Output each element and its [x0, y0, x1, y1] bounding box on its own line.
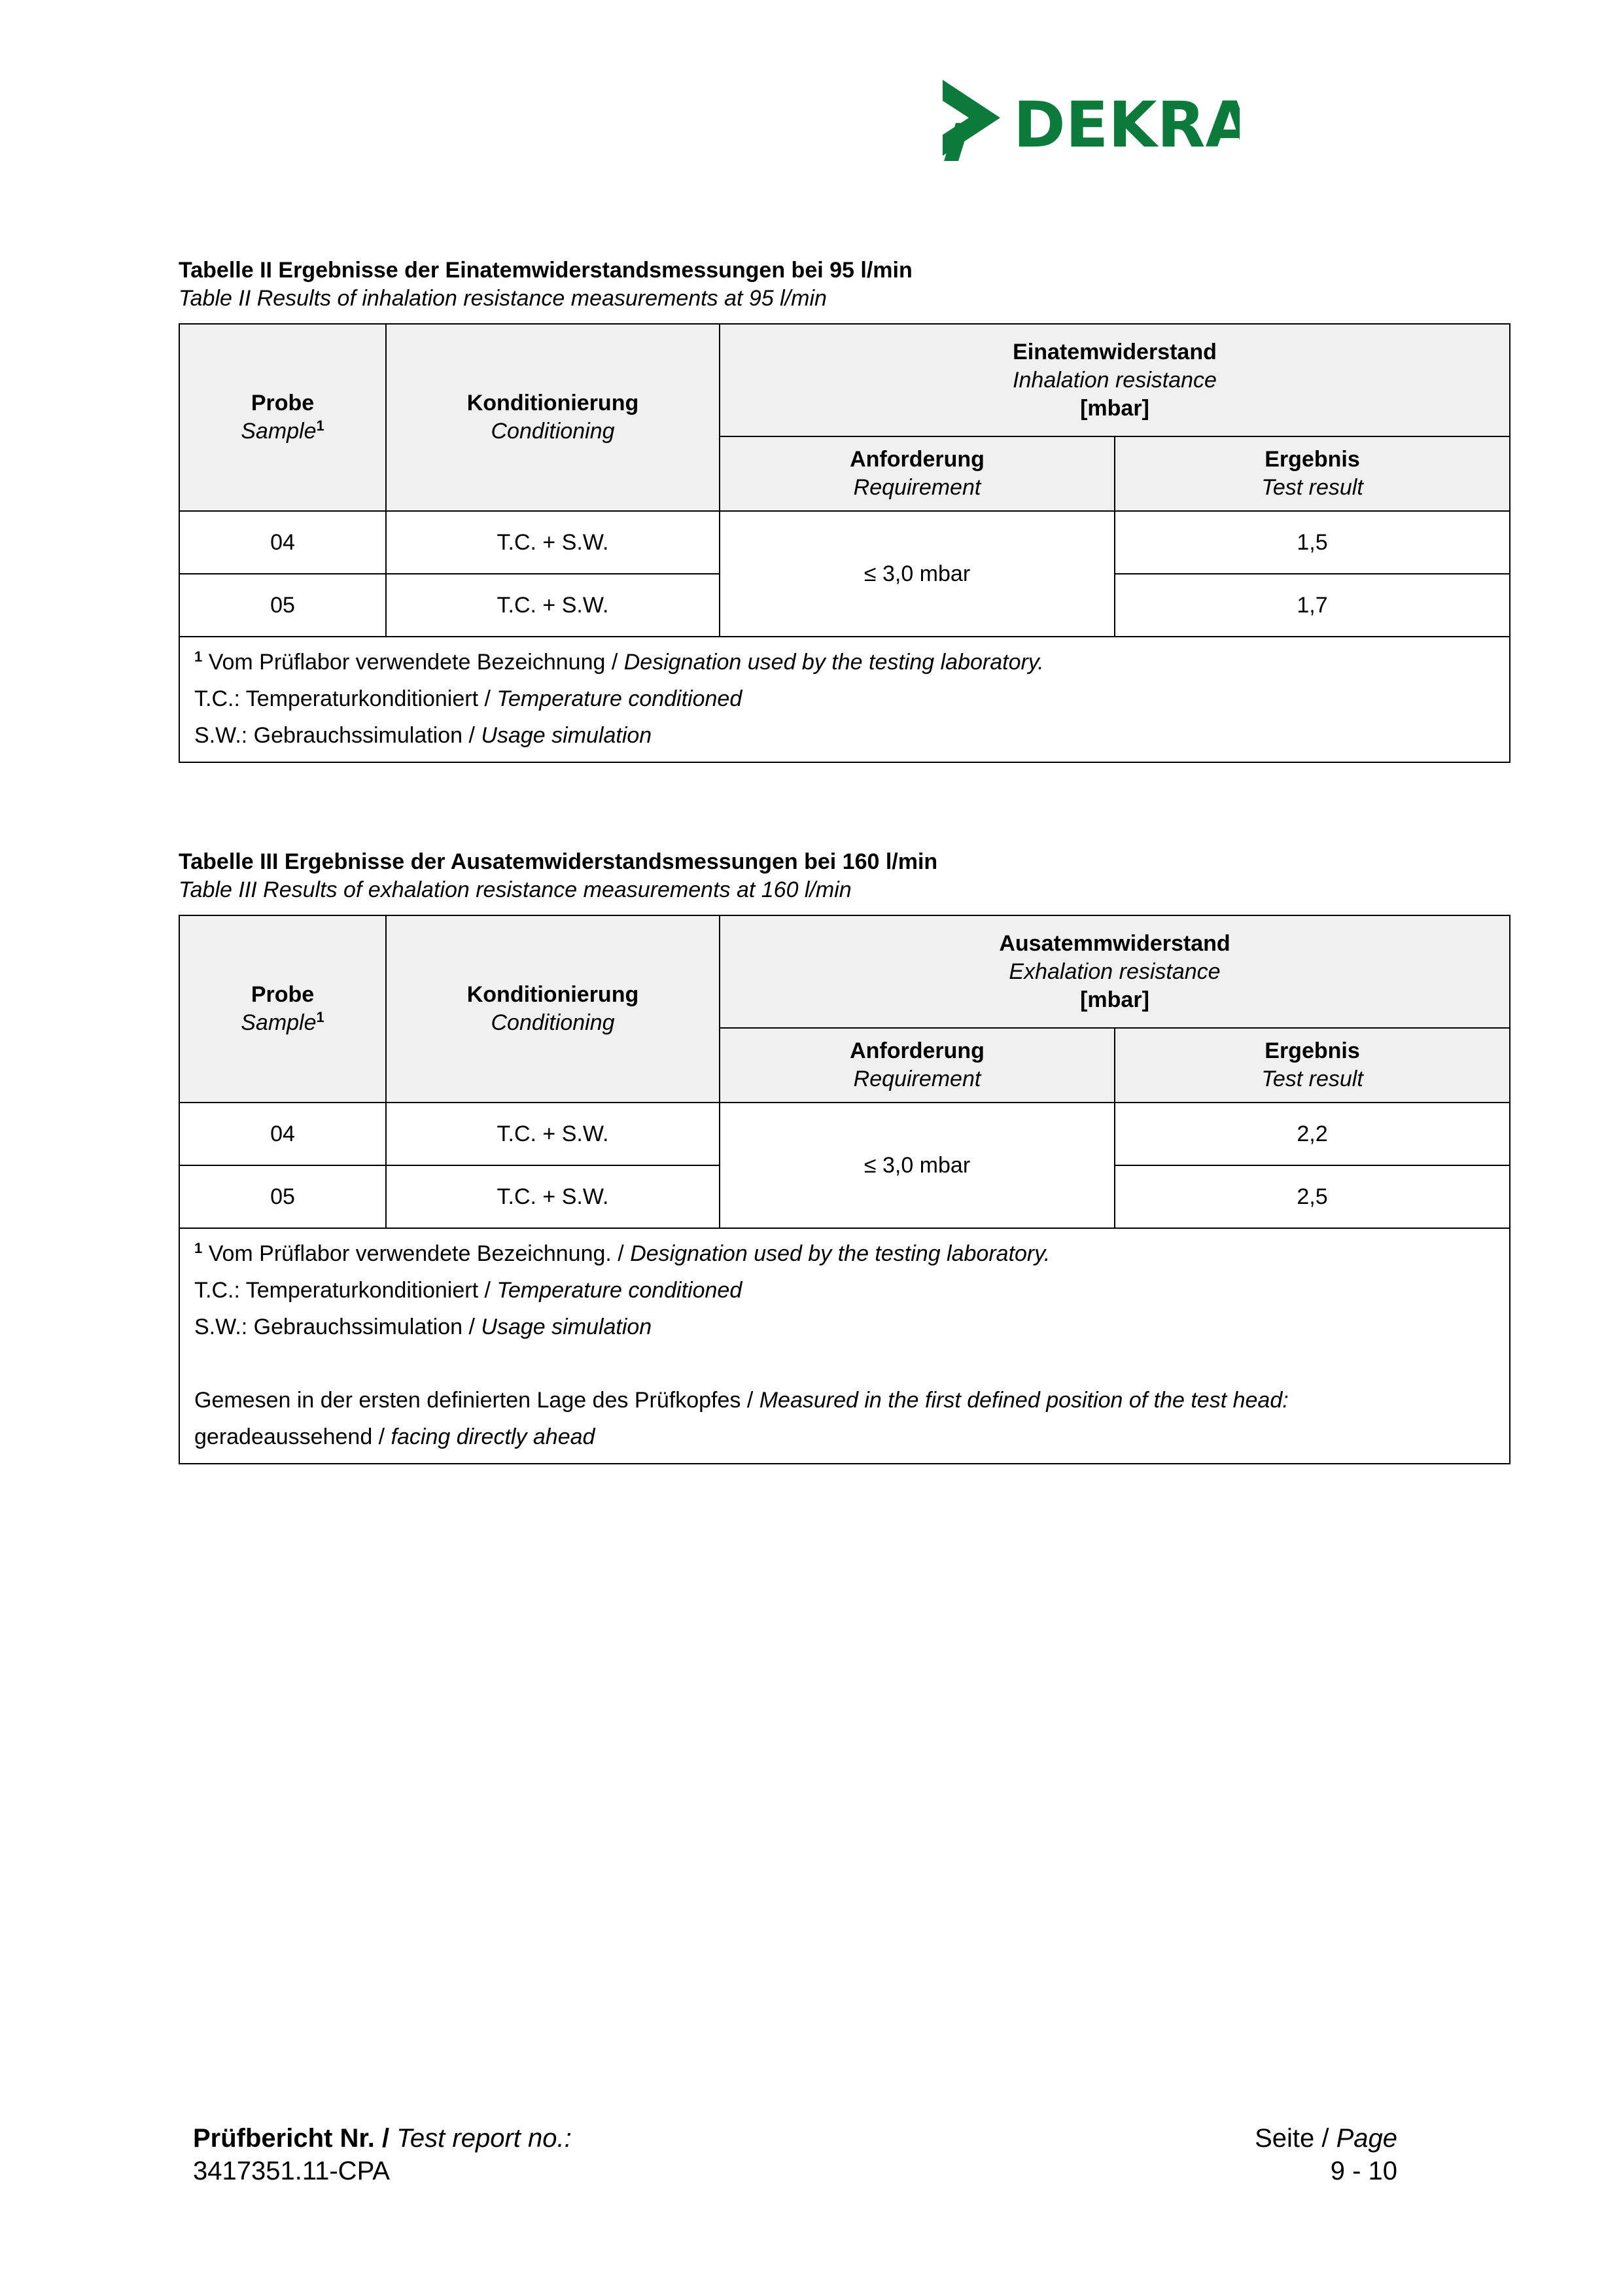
col-header-sample: Probe Sample$^1$: [179, 324, 386, 511]
col-header-sample: Probe Sample$^1$: [179, 915, 386, 1103]
cell-result: 2,5: [1115, 1165, 1510, 1228]
logo-wordmark: DEKRA: [1013, 88, 1240, 162]
cell-result: 1,7: [1115, 574, 1510, 637]
sw-note: S.W.: Gebrauchssimulation / Usage simulation: [194, 723, 652, 748]
report-number: 3417351.11-CPA: [193, 2157, 390, 2185]
cell-requirement: ≤ 3,0 mbar: [720, 1103, 1115, 1228]
measurement-position-note: Gemesen in der ersten definierten Lage des Prüfkopfes / Measured in the first defined position of the test head:: [194, 1388, 1289, 1413]
cell-conditioning: T.C. + S.W.: [386, 511, 720, 574]
cell-sample: 04: [179, 1103, 386, 1165]
footnote-line: $^1$ Vom Prüflabor verwendete Bezeichnung. / Designation used by the testing laboratory.: [194, 1240, 1051, 1266]
col-header-test-result: Ergebnis Test result: [1115, 436, 1510, 511]
col-header-requirement: Anforderung Requirement: [720, 1028, 1115, 1103]
table3-caption: [179, 848, 937, 904]
table2-caption-de: Tabelle II Ergebnisse der Einatemwiderstandsmessungen bei 95 l/min: [179, 258, 913, 283]
report-number-label: Prüfbericht Nr. / Test report no.:: [193, 2124, 572, 2153]
table3-caption-en: Table III Results of exhalation resistance measurements at 160 l/min: [179, 877, 852, 902]
cell-result: 1,5: [1115, 511, 1510, 574]
table2-caption-en: Table II Results of inhalation resistance measurements at 95 l/min: [179, 286, 827, 311]
col-header-requirement: Anforderung Requirement: [720, 436, 1115, 511]
table3-notes: [179, 1228, 1510, 1464]
exhalation-resistance-table: [179, 915, 1510, 1464]
table3-caption-de: Tabelle III Ergebnisse der Ausatemwiderstandsmessungen bei 160 l/min: [179, 849, 938, 874]
page-number-block: [1178, 2122, 1397, 2187]
col-header-test-result: Ergebnis Test result: [1115, 1028, 1510, 1103]
col-header-inhalation-resistance: Einatemwiderstand Inhalation resistance [mbar]: [720, 324, 1510, 436]
cell-requirement: ≤ 3,0 mbar: [720, 511, 1115, 637]
sw-note: S.W.: Gebrauchssimulation / Usage simulation: [194, 1315, 652, 1339]
col-header-conditioning: Konditionierung Conditioning: [386, 915, 720, 1103]
cell-result: 2,2: [1115, 1103, 1510, 1165]
col-header-conditioning: Konditionierung Conditioning: [386, 324, 720, 511]
footnote-line: $^1$ Vom Prüflabor verwendete Bezeichnung / Designation used by the testing laboratory.: [194, 648, 1044, 675]
page-number: 9 - 10: [1330, 2157, 1397, 2185]
table-row: [179, 511, 1510, 574]
inhalation-resistance-table: [179, 323, 1510, 763]
cell-conditioning: T.C. + S.W.: [386, 1165, 720, 1228]
dekra-logo-mark-icon: [932, 77, 1240, 169]
head-direction-note: geradeaussehend / facing directly ahead: [194, 1424, 595, 1449]
col-header-exhalation-resistance: Ausatemmwiderstand Exhalation resistance [mbar]: [720, 915, 1510, 1028]
dekra-logo: [932, 77, 1240, 169]
cell-sample: 04: [179, 511, 386, 574]
cell-sample: 05: [179, 1165, 386, 1228]
cell-sample: 05: [179, 574, 386, 637]
table2-notes: [179, 637, 1510, 762]
tc-note: T.C.: Temperaturkonditioniert / Temperature conditioned: [194, 686, 742, 711]
table2-caption: [179, 256, 913, 313]
table-row: [179, 1103, 1510, 1165]
page-label: Seite / Page: [1255, 2124, 1397, 2153]
cell-conditioning: T.C. + S.W.: [386, 1103, 720, 1165]
cell-conditioning: T.C. + S.W.: [386, 574, 720, 637]
tc-note: T.C.: Temperaturkonditioniert / Temperature conditioned: [194, 1278, 742, 1303]
report-number-block: [193, 2122, 572, 2187]
